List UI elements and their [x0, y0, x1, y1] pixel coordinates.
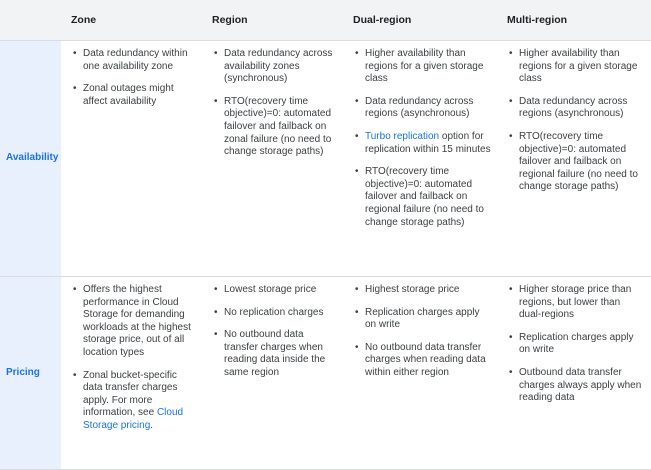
- pricing-region-cell: [202, 277, 343, 470]
- row-label-pricing: Pricing: [0, 277, 61, 470]
- list-item: • RTO(recovery time objective)=0: automated failover and failback on zonal failure (no need to change storage paths): [212, 96, 337, 159]
- list-item: • No replication charges: [212, 307, 337, 320]
- pricing-multi-region-cell: [497, 277, 651, 470]
- row-label-availability: Availability: [0, 41, 61, 277]
- pricing-dual-region-cell: [343, 277, 497, 470]
- list-item: • Offers the highest performance in Cloud Storage for demanding workloads at the highest storage price, out of all location types: [71, 284, 196, 360]
- list-item: • RTO(recovery time objective)=0: automated failover and failback on regional failure (no need to change storage paths): [507, 131, 645, 194]
- list-item: • No outbound data transfer charges when reading data inside the same region: [212, 329, 337, 379]
- zonal-charges-text: Zonal bucket-specific data transfer charges apply. For more information, see: [83, 369, 178, 419]
- list-item: • Higher availability than regions for a given storage class: [507, 48, 645, 86]
- header-zone: Zone: [61, 0, 202, 41]
- turbo-replication-link[interactable]: Turbo replication: [365, 130, 440, 142]
- pricing-row: [0, 277, 651, 470]
- list-item: [353, 131, 491, 156]
- list-item: • Data redundancy across regions (asynchronous): [507, 96, 645, 121]
- list-item: • Lowest storage price: [212, 284, 337, 297]
- header-multi-region: Multi-region: [497, 0, 651, 41]
- list-item: • Data redundancy across regions (asynchronous): [353, 96, 491, 121]
- list-item: • Zonal outages might affect availability: [71, 83, 196, 108]
- turbo-replication-text: option for replication within 15 minutes: [365, 130, 491, 155]
- zonal-charges-period: .: [150, 419, 154, 431]
- availability-row: [0, 41, 651, 277]
- header-corner: [0, 0, 61, 41]
- list-item: • Data redundancy within one availability zone: [71, 48, 196, 73]
- list-item: [71, 370, 196, 433]
- header-row: [0, 0, 651, 41]
- list-item: • RTO(recovery time objective)=0: automated failover and failback on regional failure (no need to change storage paths): [353, 166, 491, 229]
- availability-region-cell: [202, 41, 343, 277]
- availability-multi-region-cell: [497, 41, 651, 277]
- list-item: • No outbound data transfer charges when reading data within either region: [353, 342, 491, 380]
- pricing-zone-cell: [61, 277, 202, 470]
- header-region: Region: [202, 0, 343, 41]
- availability-dual-region-cell: [343, 41, 497, 277]
- list-item: • Highest storage price: [353, 284, 491, 297]
- list-item: • Data redundancy across availability zones (synchronous): [212, 48, 337, 86]
- list-item: • Higher storage price than regions, but lower than dual-regions: [507, 284, 645, 322]
- list-item: • Outbound data transfer charges always apply when reading data: [507, 367, 645, 405]
- header-dual-region: Dual-region: [343, 0, 497, 41]
- cloud-storage-pricing-link[interactable]: Cloud Storage pricing: [83, 407, 184, 431]
- list-item: • Replication charges apply on write: [507, 332, 645, 357]
- list-item: • Replication charges apply on write: [353, 307, 491, 332]
- availability-zone-cell: [61, 41, 202, 277]
- list-item: • Higher availability than regions for a given storage class: [353, 48, 491, 86]
